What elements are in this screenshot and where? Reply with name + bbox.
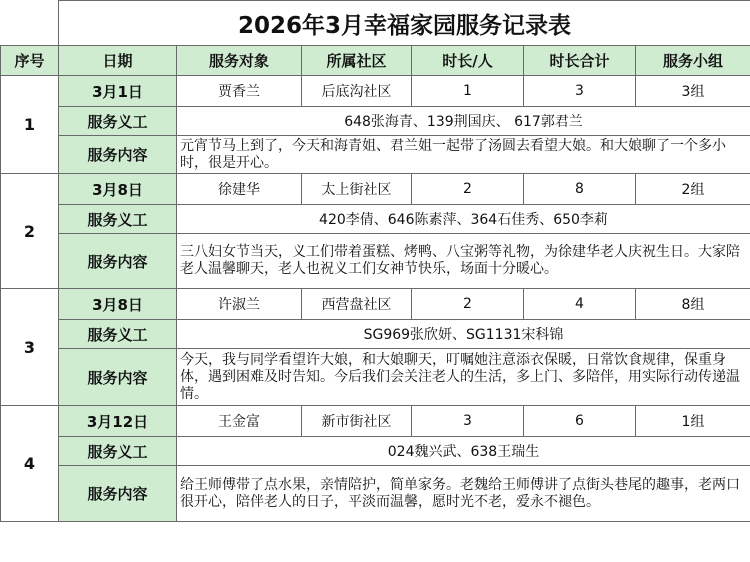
content-row (1, 136, 750, 174)
record-seq: 1 (1, 76, 59, 174)
volunteer-names: 420李倩、646陈素萍、364石佳秀、650李莉 (177, 205, 750, 234)
record-row (1, 76, 750, 107)
record-total-hours: 6 (524, 406, 636, 437)
record-hours-per-person: 2 (412, 174, 524, 205)
record-seq: 2 (1, 174, 59, 289)
header-group: 服务小组 (636, 46, 750, 76)
volunteer-label: 服务义工 (59, 205, 177, 234)
volunteer-names: SG969张欣妍、SG1131宋科锦 (177, 320, 750, 349)
header-target: 服务对象 (177, 46, 302, 76)
record-target: 许淑兰 (177, 289, 302, 320)
header-community: 所属社区 (302, 46, 412, 76)
record-total-hours: 4 (524, 289, 636, 320)
content-label: 服务内容 (59, 466, 177, 522)
record-community: 后底沟社区 (302, 76, 412, 107)
record-row (1, 406, 750, 437)
content-row (1, 234, 750, 289)
volunteer-row (1, 320, 750, 349)
record-total-hours: 3 (524, 76, 636, 107)
record-target: 徐建华 (177, 174, 302, 205)
record-total-hours: 8 (524, 174, 636, 205)
record-target: 贾香兰 (177, 76, 302, 107)
record-group: 2组 (636, 174, 750, 205)
content-row (1, 466, 750, 522)
content-label: 服务内容 (59, 136, 177, 174)
record-seq: 3 (1, 289, 59, 406)
content-text: 三八妇女节当天，义工们带着蛋糕、烤鸭、八宝粥等礼物，为徐建华老人庆祝生日。大家陪老人温馨聊天，老人也祝义工们女神节快乐，场面十分暖心。 (177, 234, 750, 289)
record-date: 3月1日 (59, 76, 177, 107)
record-hours-per-person: 2 (412, 289, 524, 320)
volunteer-names: 648张海青、139荆国庆、 617郭君兰 (177, 107, 750, 136)
header-hours-per-person: 时长/人 (412, 46, 524, 76)
record-community: 新市街社区 (302, 406, 412, 437)
corner-cell (1, 1, 59, 46)
content-text: 元宵节马上到了，今天和海青姐、君兰姐一起带了汤圆去看望大娘。和大娘聊了一个多小时，很是开心。 (177, 136, 750, 174)
record-date: 3月8日 (59, 174, 177, 205)
content-label: 服务内容 (59, 349, 177, 406)
content-text: 给王师傅带了点水果，亲情陪护，简单家务。老魏给王师傅讲了点街头巷尾的趣事，老两口很开心，陪伴老人的日子，平淡而温馨，愿时光不老，爱永不褪色。 (177, 466, 750, 522)
record-target: 王金富 (177, 406, 302, 437)
record-date: 3月12日 (59, 406, 177, 437)
record-hours-per-person: 1 (412, 76, 524, 107)
header-total-hours: 时长合计 (524, 46, 636, 76)
volunteer-row (1, 107, 750, 136)
volunteer-label: 服务义工 (59, 107, 177, 136)
header-row (1, 46, 750, 76)
record-group: 8组 (636, 289, 750, 320)
content-label: 服务内容 (59, 234, 177, 289)
volunteer-names: 024魏兴武、638王瑞生 (177, 437, 750, 466)
volunteer-row (1, 437, 750, 466)
header-seq: 序号 (1, 46, 59, 76)
record-group: 1组 (636, 406, 750, 437)
record-row (1, 174, 750, 205)
record-hours-per-person: 3 (412, 406, 524, 437)
content-row (1, 349, 750, 406)
record-seq: 4 (1, 406, 59, 522)
record-group: 3组 (636, 76, 750, 107)
record-row (1, 289, 750, 320)
record-date: 3月8日 (59, 289, 177, 320)
header-date: 日期 (59, 46, 177, 76)
record-community: 西营盘社区 (302, 289, 412, 320)
volunteer-label: 服务义工 (59, 320, 177, 349)
content-text: 今天，我与同学看望许大娘，和大娘聊天，叮嘱她注意添衣保暖，日常饮食规律，保重身体，遇到困难及时告知。今后我们会关注老人的生活，多上门、多陪伴，用实际行动传递温情。 (177, 349, 750, 406)
record-community: 太上街社区 (302, 174, 412, 205)
page-title: 2026年3月幸福家园服务记录表 (59, 1, 750, 46)
volunteer-row (1, 205, 750, 234)
volunteer-label: 服务义工 (59, 437, 177, 466)
